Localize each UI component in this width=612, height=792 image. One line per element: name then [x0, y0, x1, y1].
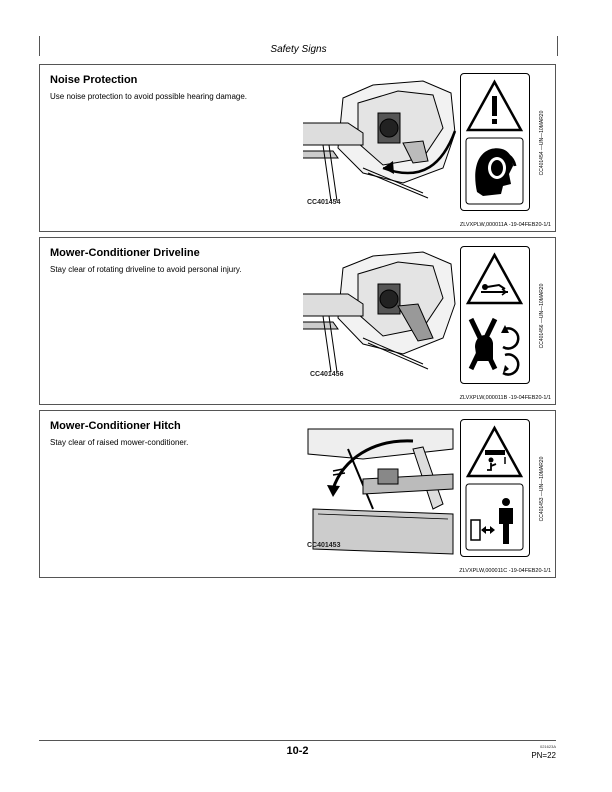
section-text: Use noise protection to avoid possible hearing damage. [50, 92, 248, 101]
driveline-illustration [303, 246, 458, 386]
decal-code: CC401453 —UN—10MAR20 [539, 456, 545, 522]
reference-code: ZLVXPLW,000011A -19-04FEB20-1/1 [459, 222, 551, 228]
section-noise-protection [39, 64, 556, 232]
hitch-safety-decal [460, 419, 530, 557]
page-header [39, 36, 558, 56]
reference-code: ZLVXPLW,000011B -19-04FEB20-1/1 [459, 395, 551, 401]
section-title: Noise Protection [50, 74, 138, 86]
section-mower-conditioner-driveline [39, 237, 556, 405]
crush-warning-icon [468, 428, 521, 476]
section-text: Stay clear of rotating driveline to avoid personal injury. [50, 265, 242, 274]
illustration-code: CC401456 [310, 371, 344, 378]
section-mower-conditioner-hitch [39, 410, 556, 578]
noise-protection-illustration [303, 73, 458, 213]
section-title: Mower-Conditioner Hitch [50, 420, 181, 432]
page-number: 10-2 [286, 745, 309, 757]
illustration-code: CC401454 [307, 199, 341, 206]
illustration-code: CC401453 [307, 542, 341, 549]
page-footer [39, 740, 556, 760]
rotating-hazard-icon [471, 319, 518, 374]
reference-code: ZLVXPLW,000011C -19-04FEB20-1/1 [459, 568, 551, 574]
entanglement-warning-icon [468, 255, 521, 303]
hitch-illustration [303, 419, 458, 559]
section-title: Mower-Conditioner Driveline [50, 247, 200, 259]
pn-label: PN=22 [531, 751, 556, 760]
noise-safety-decal [460, 73, 530, 211]
footer-small-code: 021623A [539, 744, 556, 749]
driveline-safety-decal [460, 246, 530, 384]
header-title: Safety Signs [270, 44, 327, 55]
decal-code: CC401456 —UN—10MAR20 [539, 283, 545, 349]
decal-code: CC401454 —UN—10MAR20 [539, 110, 545, 176]
warning-triangle-icon [468, 82, 521, 130]
section-text: Stay clear of raised mower-conditioner. [50, 438, 189, 447]
